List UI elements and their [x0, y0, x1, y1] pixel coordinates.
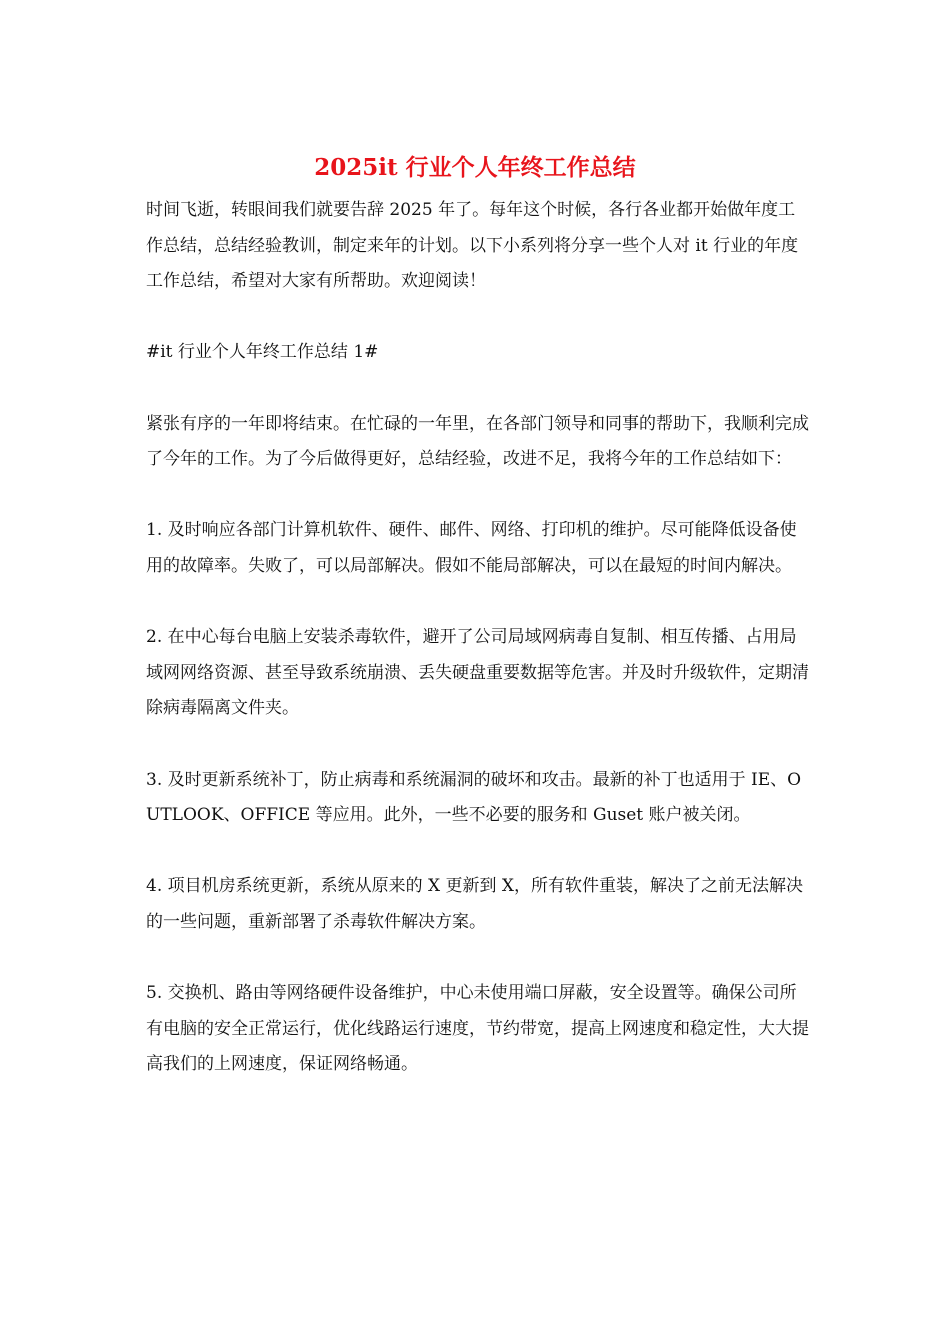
section-heading: #it 行业个人年终工作总结 1# [146, 342, 379, 363]
list-item-2: 2. 在中心每台电脑上安装杀毒软件，避开了公司局域网病毒自复制、相互传播、占用局域网网络资源、甚至导致系统崩溃、丢失硬盘重要数据等危害。并及时升级软件，定期清除病毒隔离文件夹。 [146, 627, 809, 719]
list-item-5: 5. 交换机、路由等网络硬件设备维护，中心未使用端口屏蔽，安全设置等。确保公司所有电脑的安全正常运行，优化线路运行速度，节约带宽，提高上网速度和稳定性，大大提高我们的上网速度，保证网络畅通。 [146, 983, 809, 1075]
document-body [146, 193, 810, 1118]
intro-paragraph: 时间飞逝，转眼间我们就要告辞 2025 年了。每年这个时候，各行各业都开始做年度工作总结，总结经验教训，制定来年的计划。以下小系列将分享一些个人对 it 行业的年度工作总结，希望对大家有所帮助。欢迎阅读！ [146, 200, 799, 292]
list-item-3: 3. 及时更新系统补丁，防止病毒和系统漏洞的破坏和攻击。最新的补丁也适用于 IE、OUTLOOK、OFFICE 等应用。此外，一些不必要的服务和 Guset 账户被关闭。 [146, 769, 802, 826]
list-item-4: 4. 项目机房系统更新，系统从原来的 X 更新到 X，所有软件重装，解决了之前无法解决的一些问题，重新部署了杀毒软件解决方案。 [146, 876, 804, 932]
list-item-1: 1. 及时响应各部门计算机软件、硬件、邮件、网络、打印机的维护。尽可能降低设备使用的故障率。失败了，可以局部解决。假如不能局部解决，可以在最短的时间内解决。 [146, 520, 797, 576]
summary-paragraph: 紧张有序的一年即将结束。在忙碌的一年里，在各部门领导和同事的帮助下，我顺利完成了今年的工作。为了今后做得更好，总结经验，改进不足，我将今年的工作总结如下： [146, 413, 809, 470]
document-title: 2025it 行业个人年终工作总结 [314, 154, 636, 181]
